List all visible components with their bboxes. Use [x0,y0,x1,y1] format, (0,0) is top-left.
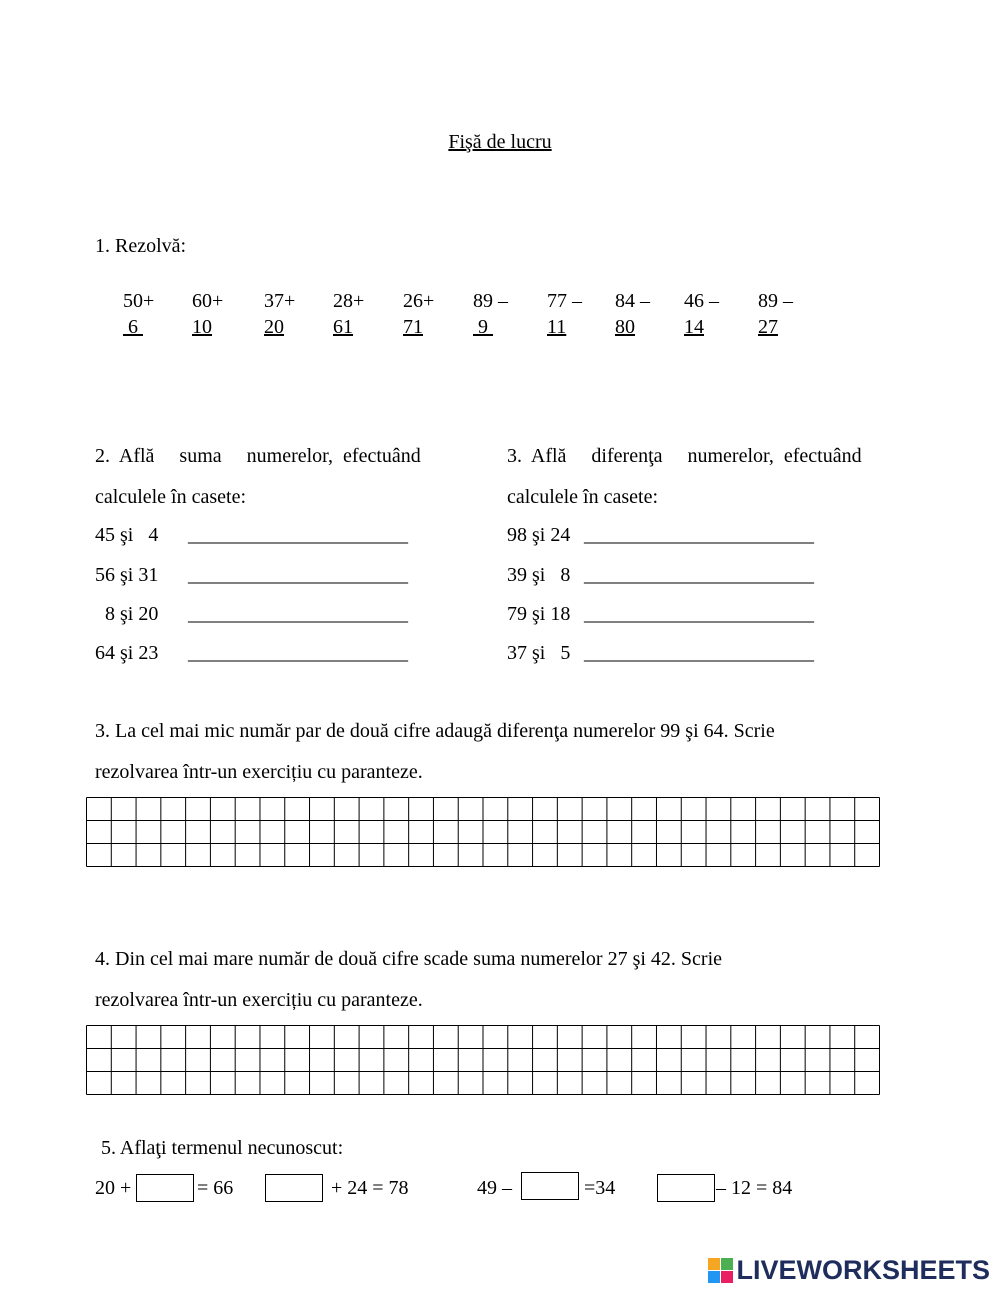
ex1-item [758,288,793,340]
ex3a-pair-3: 79 şi 18 [507,603,571,625]
ex4-line1: 4. Din cel mai mare număr de două cifre scade suma numerelor 27 şi 42. Scrie [95,948,723,970]
ex2-pair-2: 56 şi 31 [95,564,159,586]
ex1-item [264,288,295,340]
ex4-line2: rezolvarea într-un exercițiu cu paranteze. [95,989,423,1011]
ex1-item [547,288,582,340]
ex1-item [333,288,364,340]
ex3a-line2: calculele în casete: [507,486,659,508]
ex1-item-bottom: 27 [758,316,778,338]
ex3a-answer-line-2[interactable]: _______________________ [584,564,814,586]
ex1-item [473,288,508,340]
page-title: Fişă de lucru [448,131,552,153]
logo-block-2 [721,1258,733,1270]
ex1-item-top: 84 – [615,290,650,312]
ex2-line2: calculele în casete: [95,486,247,508]
ex5-label: 5. Aflaţi termenul necunoscut: [101,1137,344,1159]
ex1-item-top: 28+ [333,290,365,312]
ex1-item-top: 89 – [473,290,508,312]
ex1-item [684,288,719,340]
ex5-eq1-answer-box[interactable] [136,1174,194,1202]
ex5-eq4-right: – 12 = 84 [716,1177,793,1199]
ex1-item-bottom: 11 [547,316,567,338]
ex3b-line2: rezolvarea într-un exercițiu cu paranteze. [95,761,423,783]
ex1-item-top: 50+ [123,290,155,312]
logo-text: LIVEWORKSHEETS [736,1255,990,1285]
ex1-item [192,288,223,340]
ex1-label: 1. Rezolvă: [95,235,187,257]
ex5-eq3-answer-box[interactable] [521,1172,579,1200]
ex3a-answer-line-4[interactable]: _______________________ [584,642,814,664]
ex1-item [615,288,650,340]
ex1-item [123,288,154,340]
ex3a-pair-4: 37 şi 5 [507,642,571,664]
ex2-answer-line-4[interactable]: ______________________ [188,642,408,664]
ex2-pair-1: 45 şi 4 [95,524,159,546]
ex2-line1: 2. Află suma numerelor, efectuând [95,445,421,467]
ex1-item-bottom: 6 [123,316,143,338]
ex1-item-bottom: 71 [403,316,423,338]
ex3a-answer-line-1[interactable]: _______________________ [584,524,814,546]
ex1-item-bottom: 14 [684,316,704,338]
ex3b-line1: 3. La cel mai mic număr par de două cifre adaugă diferenţa numerelor 99 şi 64. Scrie [95,720,775,742]
ex1-item-top: 89 – [758,290,793,312]
ex5-eq1-left: 20 + [95,1177,132,1199]
ex1-item-bottom: 20 [264,316,284,338]
ex3a-answer-line-3[interactable]: _______________________ [584,603,814,625]
ex5-eq1-right: = 66 [197,1177,234,1199]
ex1-item-top: 37+ [264,290,296,312]
ex1-item-top: 26+ [403,290,435,312]
logo-block-3 [708,1271,720,1283]
ex5-eq3-right: =34 [584,1177,616,1199]
ex5-eq4-answer-box[interactable] [657,1174,715,1202]
logo-block-4 [721,1271,733,1283]
ex1-item-bottom: 9 [473,316,493,338]
ex2-pair-3: 8 şi 20 [95,603,159,625]
ex5-eq2-answer-box[interactable] [265,1174,323,1202]
ex5-eq2-right: + 24 = 78 [331,1177,409,1199]
liveworksheets-logo[interactable] [708,1255,990,1286]
ex1-item-top: 77 – [547,290,582,312]
ex3a-pair-2: 39 şi 8 [507,564,571,586]
ex4-answer-grid[interactable] [86,1025,881,1096]
ex1-item-bottom: 61 [333,316,353,338]
ex2-answer-line-1[interactable]: ______________________ [188,524,408,546]
ex3a-pair-1: 98 şi 24 [507,524,571,546]
ex3b-answer-grid[interactable] [86,797,881,868]
ex1-item [403,288,434,340]
ex1-item-bottom: 10 [192,316,212,338]
ex2-answer-line-2[interactable]: ______________________ [188,564,408,586]
ex1-item-top: 60+ [192,290,224,312]
ex5-eq3-left: 49 – [477,1177,512,1199]
ex1-item-bottom: 80 [615,316,635,338]
ex3a-line1: 3. Află diferenţa numerelor, efectuând [507,445,862,467]
logo-blocks-icon [708,1258,733,1283]
logo-block-1 [708,1258,720,1270]
ex2-answer-line-3[interactable]: ______________________ [188,603,408,625]
ex1-item-top: 46 – [684,290,719,312]
ex2-pair-4: 64 şi 23 [95,642,159,664]
